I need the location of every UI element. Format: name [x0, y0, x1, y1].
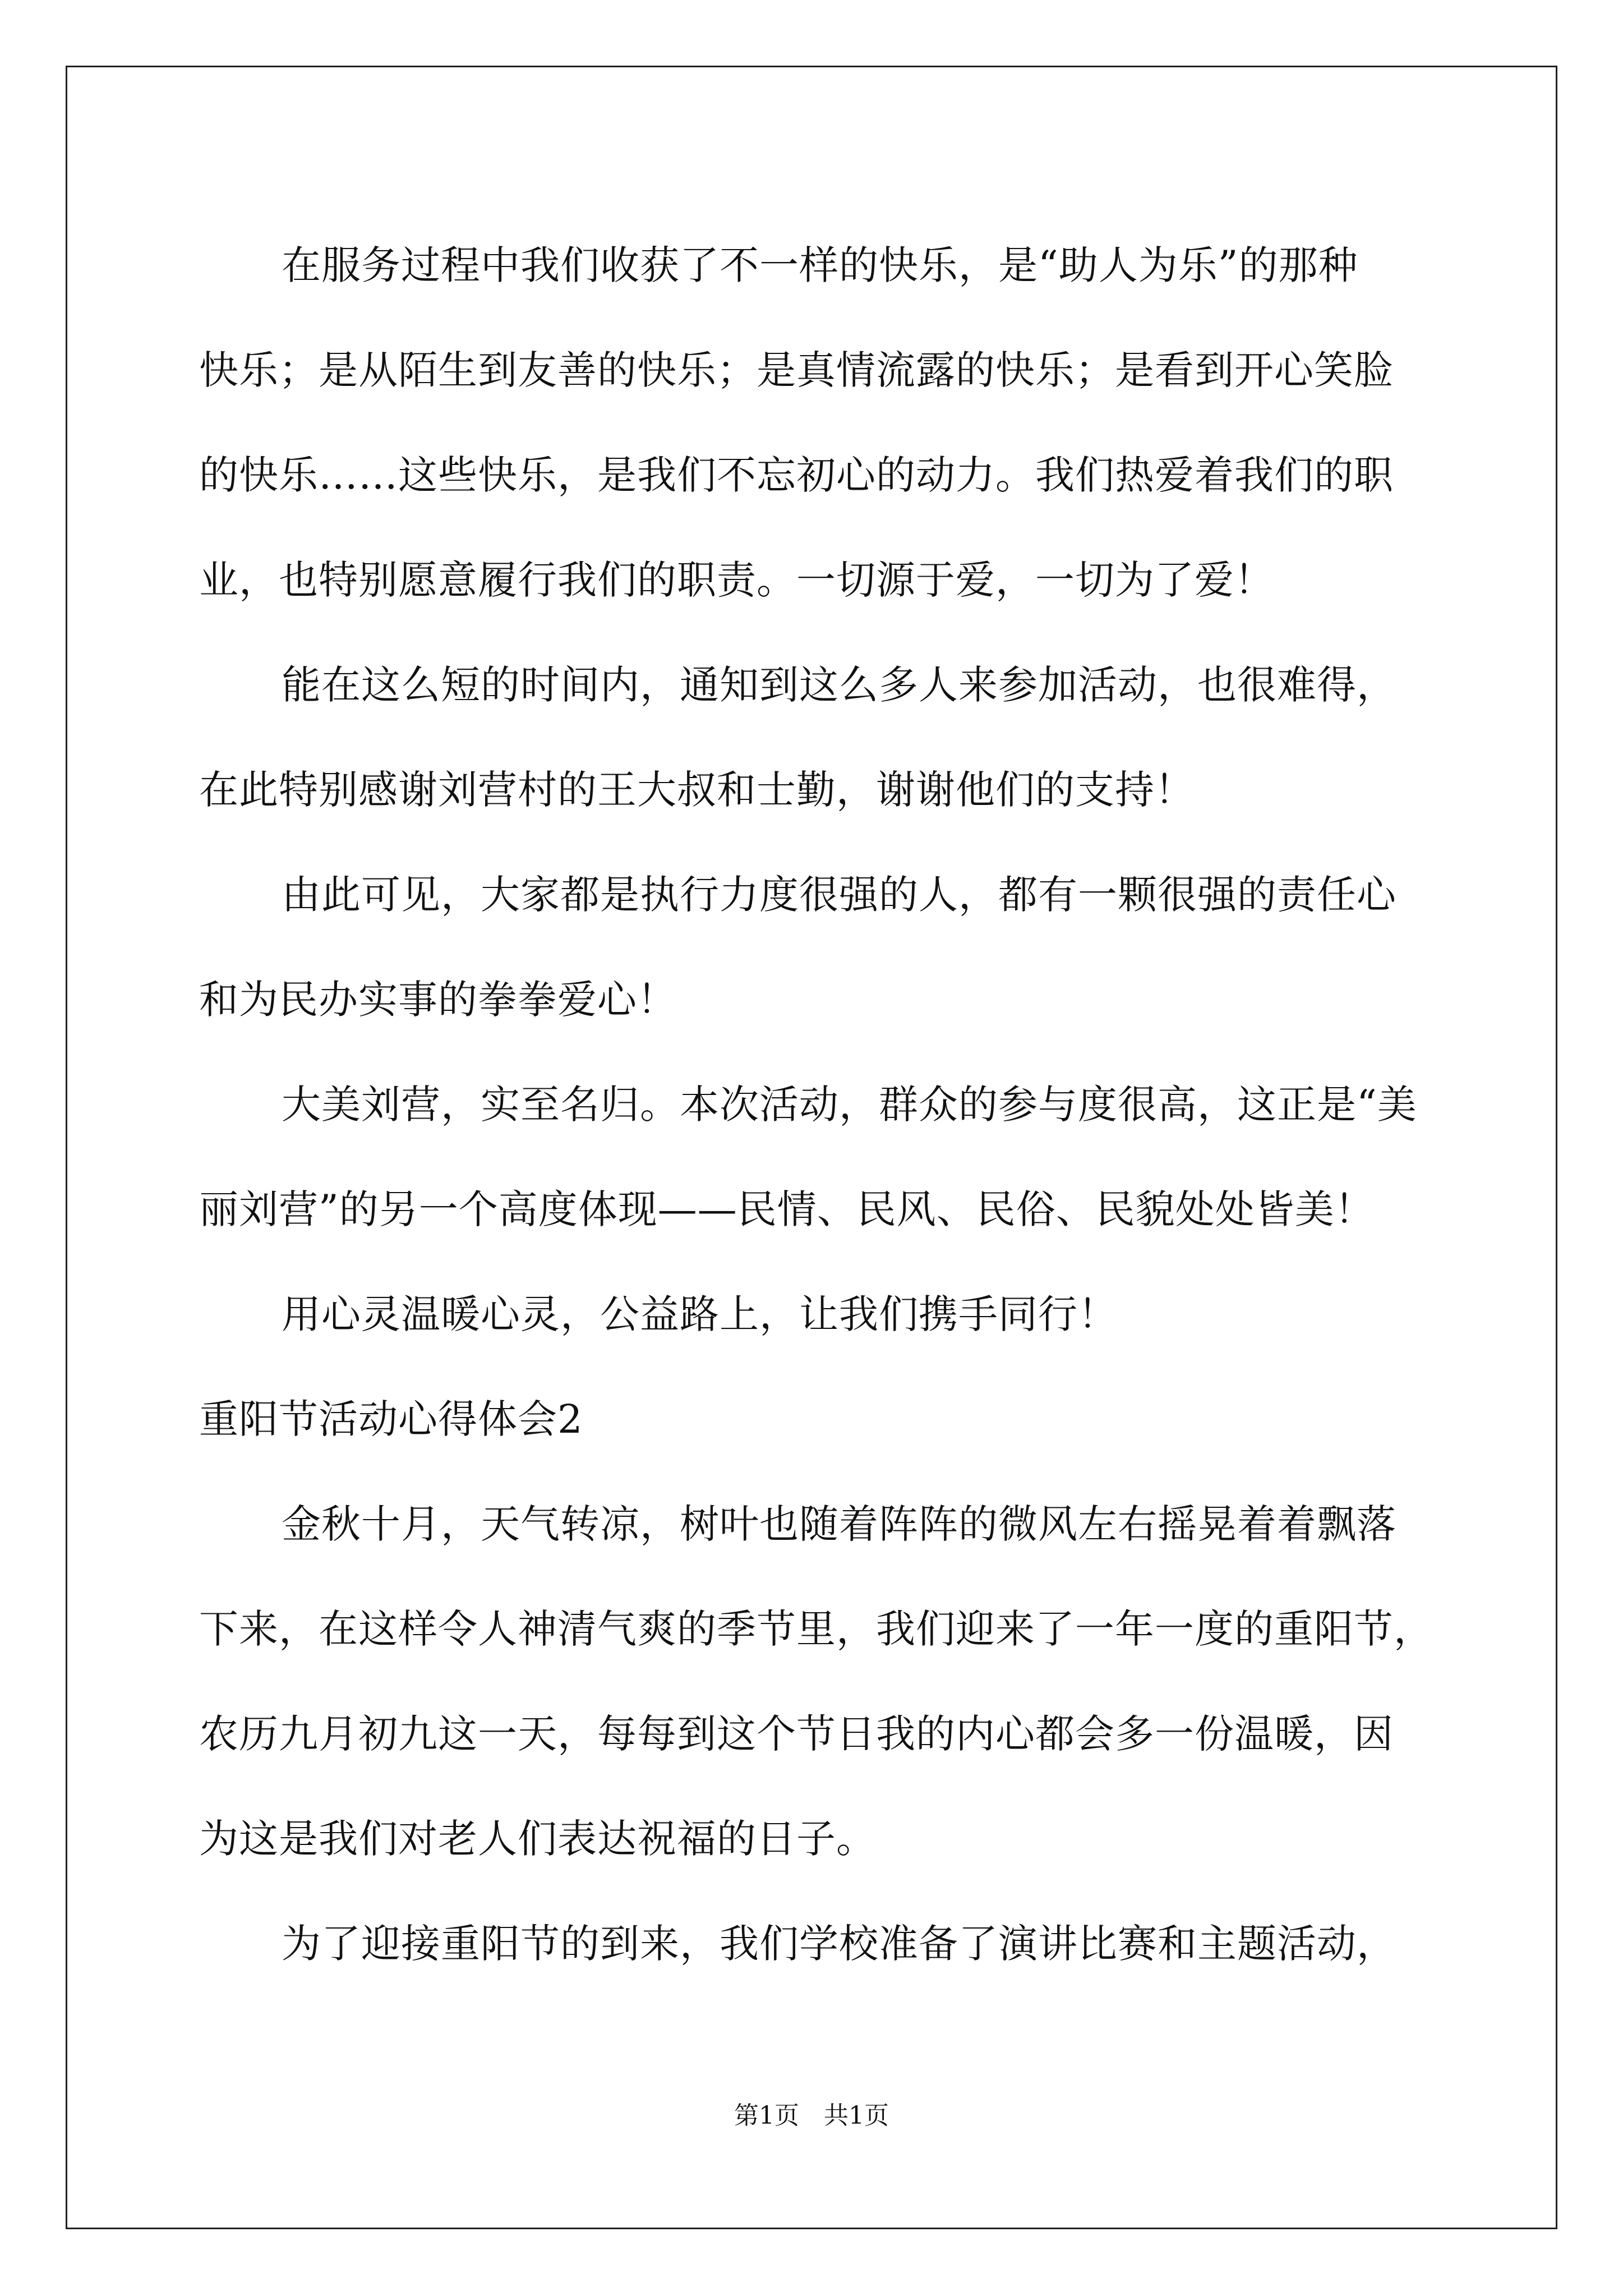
paragraph-line: 下来，在这样令人神清气爽的季节里，我们迎来了一年一度的重阳节，	[199, 1606, 1433, 1652]
paragraph-line: 业，也特别愿意履行我们的职责。一切源于爱，一切为了爱！	[199, 557, 1274, 603]
paragraph-line: 的快乐……这些快乐，是我们不忘初心的动力。我们热爱着我们的职	[199, 452, 1394, 498]
paragraph-line: 和为民办实事的拳拳爱心！	[199, 977, 677, 1023]
paragraph-line: 在此特别感谢刘营村的王大叔和士勤，谢谢他们的支持！	[199, 767, 1195, 813]
paragraph-line: 农历九月初九这一天，每每到这个节日我的内心都会多一份温暖，因	[199, 1711, 1394, 1757]
paragraph-line: 用心灵温暖心灵，公益路上，让我们携手同行！	[282, 1291, 1118, 1337]
paragraph-line: 快乐；是从陌生到友善的快乐；是真情流露的快乐；是看到开心笑脸	[199, 347, 1394, 393]
section-heading: 重阳节活动心得体会2	[199, 1396, 583, 1442]
paragraph-line: 丽刘营”的另一个高度体现——民情、民风、民俗、民貌处处皆美！	[199, 1186, 1375, 1232]
paragraph-line: 在服务过程中我们收获了不一样的快乐，是“助人为乐”的那种	[282, 242, 1358, 288]
page-footer: 第1页 共1页	[734, 2101, 889, 2130]
paragraph-line: 由此可见，大家都是执行力度很强的人，都有一颗很强的责任心	[282, 872, 1396, 918]
paragraph-line: 金秋十月，天气转凉，树叶也随着阵阵的微风左右摇晃着着飘落	[282, 1501, 1396, 1547]
paragraph-line: 能在这么短的时间内，通知到这么多人来参加活动，也很难得，	[282, 662, 1396, 708]
paragraph-line: 大美刘营，实至名归。本次活动，群众的参与度很高，这正是“美	[282, 1082, 1417, 1128]
paragraph-line: 为这是我们对老人们表达祝福的日子。	[199, 1816, 876, 1862]
paragraph-line: 为了迎接重阳节的到来，我们学校准备了演讲比赛和主题活动，	[282, 1921, 1396, 1967]
